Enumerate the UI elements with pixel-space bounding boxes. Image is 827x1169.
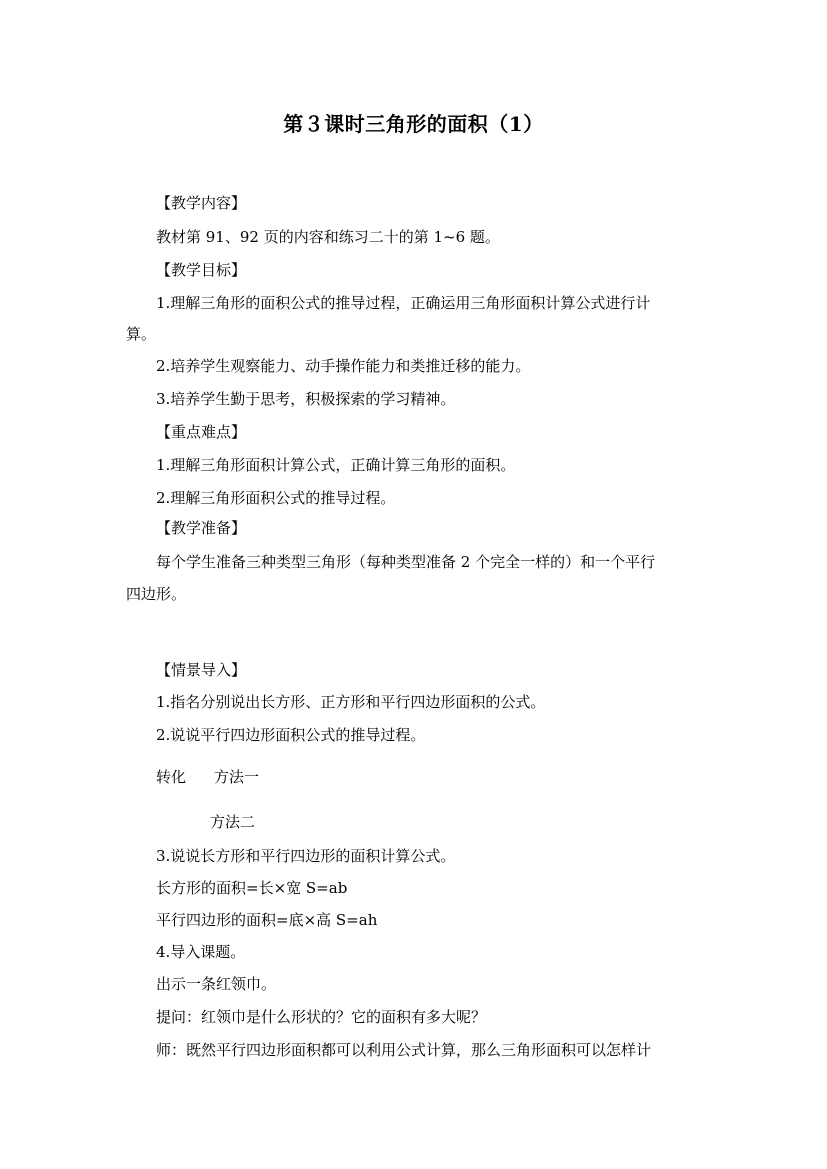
paragraph: 每个学生准备三种类型三角形（每种类型准备 2 个完全一样的）和一个平行 <box>156 553 656 571</box>
section-heading-content: 【教学内容】 <box>156 194 247 212</box>
intro-item: 3.说说长方形和平行四边形的面积计算公式。 <box>156 847 456 865</box>
formula-rectangle: 长方形的面积=长×宽 S=ab <box>156 879 348 897</box>
objective-item: 1.理解三角形的面积公式的推导过程，正确运用三角形面积计算公式进行计 <box>156 294 651 312</box>
objective-item-continued: 算。 <box>126 325 157 343</box>
objective-item: 2.培养学生观察能力、动手操作能力和类推迁移的能力。 <box>156 357 531 375</box>
method-one-label: 方法一 <box>214 768 260 786</box>
paragraph: 师：既然平行四边形面积都可以利用公式计算，那么三角形面积可以怎样计 <box>156 1041 652 1059</box>
objective-item: 3.培养学生勤于思考，积极探索的学习精神。 <box>156 390 456 408</box>
paragraph-continued: 四边形。 <box>126 585 187 603</box>
transform-label: 转化 <box>156 768 187 786</box>
section-heading-preparation: 【教学准备】 <box>156 519 247 537</box>
keypoint-item: 1.理解三角形面积计算公式，正确计算三角形的面积。 <box>156 456 516 474</box>
intro-item: 4.导入课题。 <box>156 943 246 961</box>
intro-item: 1.指名分别说出长方形、正方形和平行四边形面积的公式。 <box>156 693 546 711</box>
keypoint-item: 2.理解三角形面积公式的推导过程。 <box>156 489 396 507</box>
formula-parallelogram: 平行四边形的面积=底×高 S=ah <box>156 911 378 929</box>
intro-item: 2.说说平行四边形面积公式的推导过程。 <box>156 726 426 744</box>
section-heading-intro: 【情景导入】 <box>156 661 247 679</box>
page-title: 第３课时三角形的面积（1） <box>283 112 544 136</box>
method-two-label: 方法二 <box>210 813 256 831</box>
section-heading-objectives: 【教学目标】 <box>156 261 247 279</box>
section-heading-keypoints: 【重点难点】 <box>156 423 247 441</box>
paragraph: 提问：红领巾是什么形状的？它的面积有多大呢？ <box>156 1008 487 1026</box>
paragraph: 教材第 91、92 页的内容和练习二十的第 1~6 题。 <box>156 228 500 246</box>
paragraph: 出示一条红领巾。 <box>156 975 277 993</box>
